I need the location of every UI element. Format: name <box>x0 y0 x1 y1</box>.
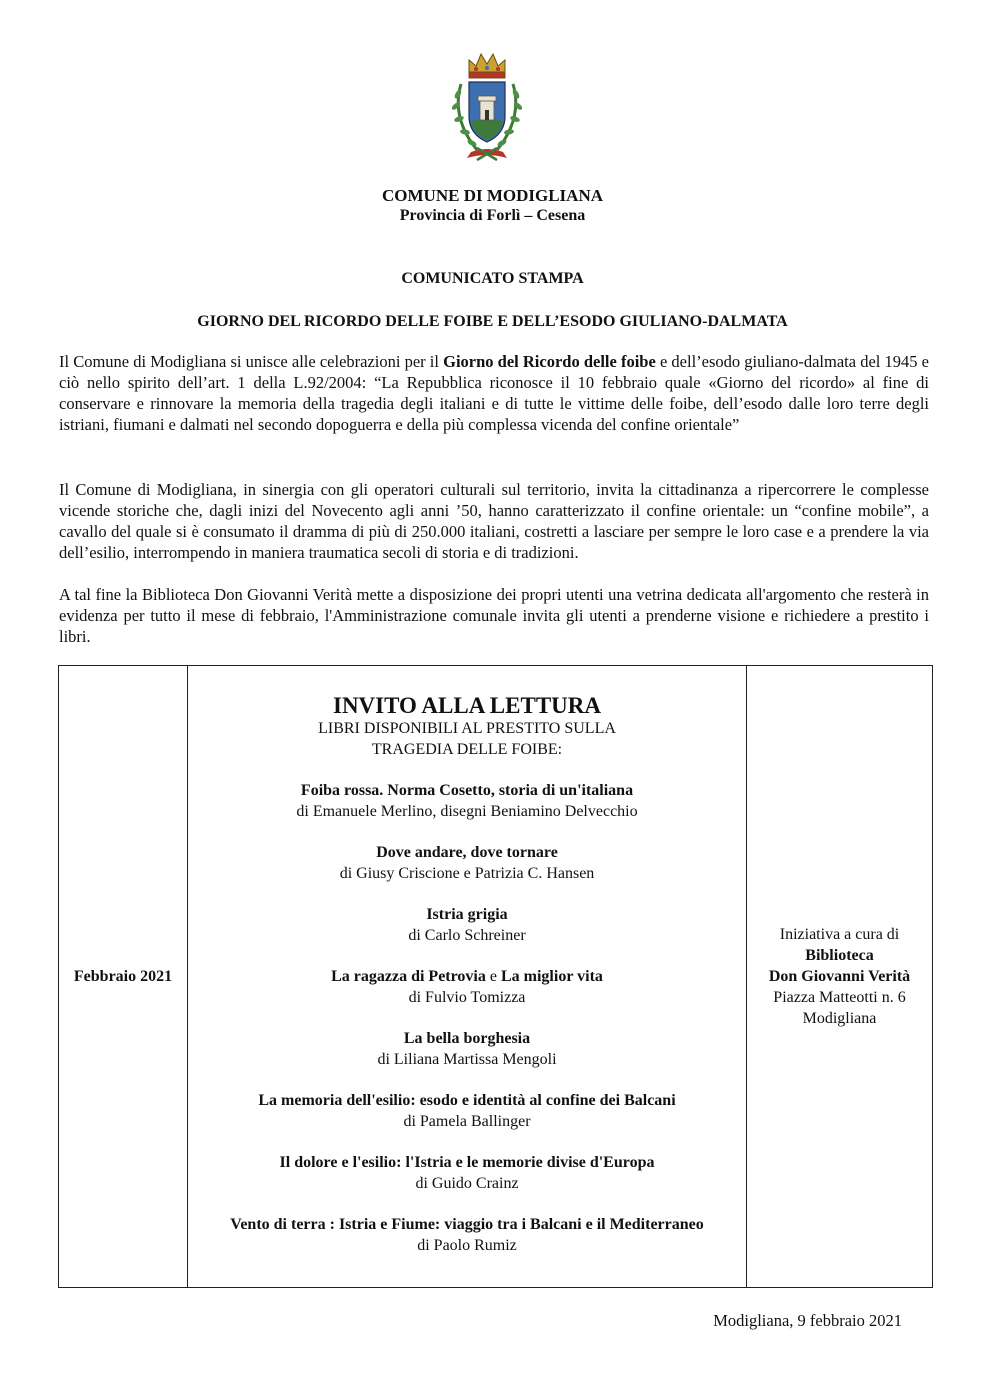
document-date: Modigliana, 9 febbraio 2021 <box>713 1311 902 1330</box>
paragraph-intro: Il Comune di Modigliana si unisce alle celebrazioni per il Giorno del Ricordo delle foibe e dell’esodo giuliano-dalmata del 1945 e ciò nello spirito dell’art. 1 della L.92/2004: “La Repubblica riconosce il 10 febbraio quale «Giorno del ricordo» al fine di conservare e rinnovare la memoria della tragedia degli italiani e di tutte le vittime delle foibe, dell’esodo dalle loro terre degli istriani, fiumani e dalmati nel secondo dopoguerra e della più complessa vicenda del confine orientale” <box>59 352 929 434</box>
list-item <box>188 1214 746 1256</box>
book-author: di Emanuele Merlino, disegni Beniamino Delvecchio <box>296 803 638 820</box>
book-author: di Carlo Schreiner <box>408 927 526 944</box>
invite-subtitle-2: TRAGEDIA DELLE FOIBE: <box>371 741 563 758</box>
list-item <box>188 1028 746 1070</box>
curator-address: Piazza Matteotti n. 6 <box>773 989 906 1006</box>
book-list-cell <box>188 666 747 1288</box>
list-item <box>188 966 746 1008</box>
book-author: di Guido Crainz <box>415 1175 519 1192</box>
book-title: Istria grigia <box>426 906 508 923</box>
book-author: di Fulvio Tomizza <box>408 989 526 1006</box>
curator-cell <box>747 666 933 1288</box>
press-release-label: COMUNICATO STAMPA <box>401 270 584 287</box>
subject-heading: GIORNO DEL RICORDO DELLE FOIBE E DELL’ESODO GIULIANO-DALMATA <box>197 313 788 330</box>
book-title: Vento di terra : Istria e Fiume: viaggio tra i Balcani e il Mediterraneo <box>230 1216 704 1233</box>
curator-line: Iniziativa a cura di <box>779 926 900 943</box>
list-item <box>188 1090 746 1132</box>
book-title: Foiba rossa. Norma Cosetto, storia di un'italiana <box>300 782 634 799</box>
list-item <box>188 1152 746 1194</box>
list-item <box>188 842 746 884</box>
book-author: di Liliana Martissa Mengoli <box>377 1051 557 1068</box>
municipality-name: COMUNE DI MODIGLIANA <box>382 186 603 205</box>
book-title: La bella borghesia <box>403 1030 531 1047</box>
invite-subtitle-1: LIBRI DISPONIBILI AL PRESTITO SULLA <box>318 720 616 737</box>
curator-library: Biblioteca <box>805 947 874 964</box>
province-name: Provincia di Forlì – Cesena <box>399 207 586 224</box>
book-title: La ragazza di Petrovia e La miglior vita <box>331 968 603 985</box>
book-title: Dove andare, dove tornare <box>376 844 558 861</box>
municipal-coat-of-arms-icon <box>447 48 527 166</box>
list-item <box>188 904 746 946</box>
invite-title: INVITO ALLA LETTURA <box>333 693 601 718</box>
book-title: Il dolore e l'esilio: l'Istria e le memorie divise d'Europa <box>279 1154 655 1171</box>
paragraph-history: Il Comune di Modigliana, in sinergia con gli operatori culturali sul territorio, invita la cittadinanza a ripercorrere le complesse vicende storiche che, dagli inizi del Novecento agli anni ’50, hanno caratterizzato il confine orientale: un “confine mobile”, a cavallo del quale si è consumato il dramma di più di 250.000 italiani, costretti a lasciare per sempre le loro case e a prendere la via dell’esilio, interrompendo in maniera traumatica secoli di storia e di tradizioni. <box>59 480 929 562</box>
curator-library-name: Don Giovanni Verità <box>768 968 911 985</box>
paragraph-library: A tal fine la Biblioteca Don Giovanni Verità mette a disposizione dei propri utenti una vetrina dedicata all'argomento che resterà in evidenza per tutto il mese di febbraio, l'Amministrazione comunale invita gli utenti a prenderne visione e richiedere a prestito i libri. <box>59 585 929 646</box>
book-title: La memoria dell'esilio: esodo e identità al confine dei Balcani <box>258 1092 676 1109</box>
book-author: di Paolo Rumiz <box>417 1237 517 1254</box>
curator-town: Modigliana <box>802 1010 877 1027</box>
book-author: di Pamela Ballinger <box>403 1113 531 1130</box>
book-author: di Giusy Criscione e Patrizia C. Hansen <box>339 865 595 882</box>
date-cell: Febbraio 2021 <box>59 666 188 1288</box>
list-item <box>188 780 746 822</box>
book-list-table <box>58 665 933 1288</box>
